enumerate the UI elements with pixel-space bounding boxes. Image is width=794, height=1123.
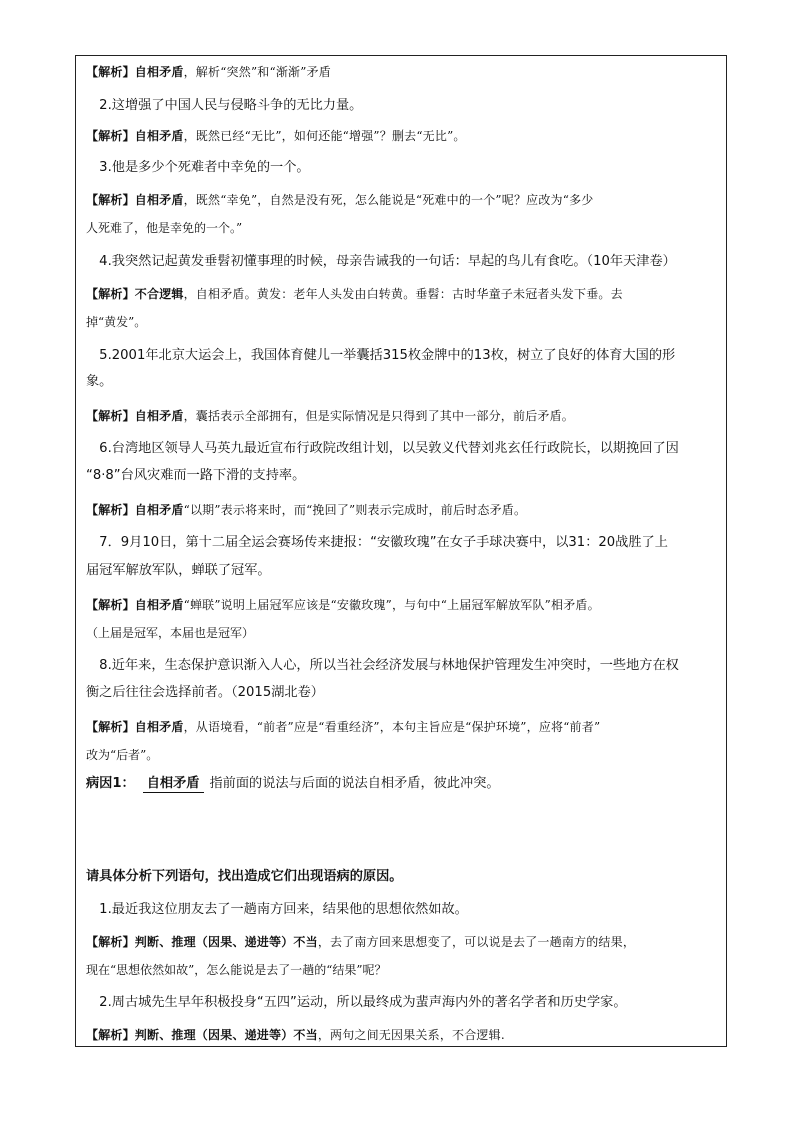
analysis-text: “以期”表示将来时，而“挽回了”则表示完成时，前后时态矛盾。 [183,503,527,517]
question-line: 1.最近我这位朋友去了一趟南方回来，结果他的思想依然如故。 [86,902,468,917]
analysis-text: ，既然已经“无比”，如何还能“增强”？删去“无比”。 [183,129,466,143]
section-heading: 请具体分析下列语句，找出造成它们出现语病的原因。 [86,869,403,884]
continuation-line: 改为“后者”。 [86,748,159,762]
analysis-paragraph [86,718,718,736]
question-line: 衡之后往往会选择前者。（2015湖北卷） [86,685,324,700]
cause-label: 病因1： [86,776,135,791]
analysis-text: ，两句之间无因果关系，不合逻辑. [317,1028,505,1042]
cause-text: 指前面的说法与后面的说法自相矛盾，彼此冲突。 [209,776,500,791]
question-line: 象。 [86,374,113,389]
analysis-label: 【解析】判断、推理（因果、递进等）不当 [86,1028,318,1042]
question-line: 2.这增强了中国人民与侵略斗争的无比力量。 [86,98,363,113]
question-line: 3.他是多少个死难者中幸免的一个。 [86,160,310,175]
cause-blank-answer: 自相矛盾 [143,776,204,793]
analysis-label: 【解析】判断、推理（因果、递进等）不当 [86,935,318,949]
analysis-label: 【解析】自相矛盾 [86,65,184,79]
analysis-paragraph [86,285,718,303]
analysis-label: 【解析】不合逻辑 [86,287,184,301]
analysis-text: “蝉联”说明上届冠军应该是“安徽玫瑰”，与句中“上届冠军解放军队”相矛盾。 [183,598,600,612]
question-line: 5.2001年北京大运会上，我国体育健儿一举囊括315枚金牌中的13枚，树立了良好的体育大国的形 [86,348,676,363]
continuation-line: （上届是冠军，本届也是冠军） [86,626,255,640]
analysis-paragraph [86,596,718,614]
analysis-label: 【解析】自相矛盾 [86,503,184,517]
question-line: 4.我突然记起黄发垂髫初懂事理的时候，母亲告诫我的一句话：早起的鸟儿有食吃。（10年天津卷） [86,254,676,269]
analysis-text: ，解析“突然”和“渐渐”矛盾 [183,65,331,79]
continuation-line: 掉“黄发”。 [86,315,147,329]
analysis-label: 【解析】自相矛盾 [86,193,184,207]
question-line: 7．9月10日，第十二届全运会赛场传来捷报：“安徽玫瑰”在女子手球决赛中，以31：20战胜了上 [86,535,668,550]
analysis-label: 【解析】自相矛盾 [86,598,184,612]
analysis-text: ，囊括表示全部拥有，但是实际情况是只得到了其中一部分，前后矛盾。 [183,409,575,423]
question-line: 8.近年来，生态保护意识渐入人心，所以当社会经济发展与林地保护管理发生冲突时，一些地方在权 [86,658,679,673]
question-line: 届冠军解放军队，蝉联了冠军。 [86,563,271,578]
analysis-text: ，既然“幸免”，自然是没有死，怎么能说是“死难中的一个”呢？应改为“多少 [183,193,594,207]
analysis-paragraph [86,407,718,425]
analysis-text: ，去了南方回来思想变了，可以说是去了一趟南方的结果， [317,935,636,949]
analysis-paragraph [86,1026,718,1044]
cause-line [86,775,718,793]
question-line: 2.周古城先生早年积极投身“五四”运动，所以最终成为蜚声海内外的著名学者和历史学家。 [86,995,627,1010]
analysis-text: ，自相矛盾。黄发：老年人头发由白转黄。垂髫：古时华童子未冠者头发下垂。去 [183,287,623,301]
analysis-paragraph [86,127,718,145]
analysis-label: 【解析】自相矛盾 [86,409,184,423]
continuation-line: 现在“思想依然如故”，怎么能说是去了一趟的“结果”呢？ [86,963,387,977]
question-line: “8·8”台风灾难而一路下滑的支持率。 [86,468,306,483]
analysis-paragraph [86,501,718,519]
analysis-paragraph [86,63,718,81]
analysis-paragraph [86,191,718,209]
continuation-line: 人死难了，他是幸免的一个。” [86,221,243,235]
analysis-paragraph [86,933,718,951]
analysis-label: 【解析】自相矛盾 [86,129,184,143]
analysis-text: ，从语境看，“前者”应是“看重经济”，本句主旨应是“保护环境”，应将“前者” [183,720,601,734]
question-line: 6.台湾地区领导人马英九最近宣布行政院改组计划，以吴敦义代替刘兆玄任行政院长，以期挽回了因 [86,441,679,456]
analysis-label: 【解析】自相矛盾 [86,720,184,734]
